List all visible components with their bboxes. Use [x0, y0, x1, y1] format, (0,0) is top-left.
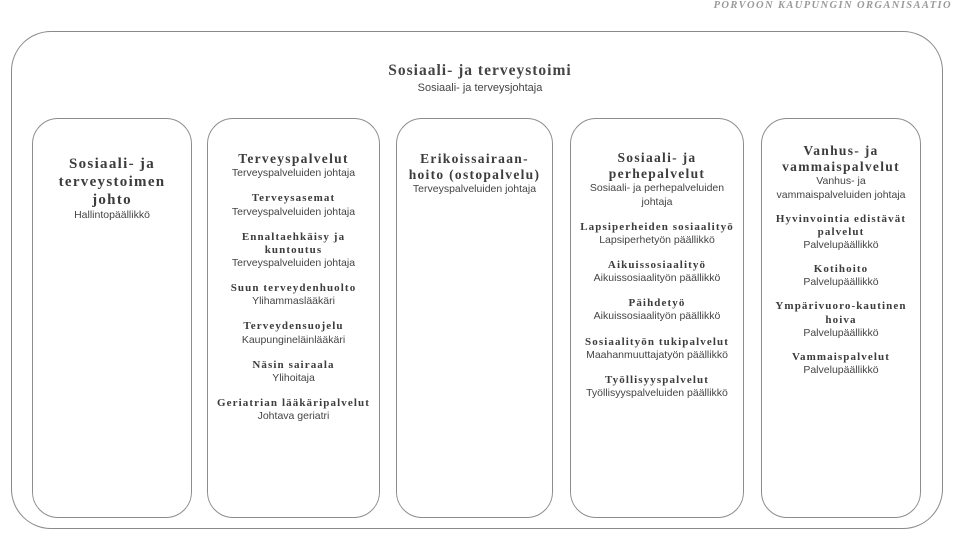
- unit-title: Lapsiperheiden sosiaalityö: [580, 220, 734, 233]
- unit-block: [214, 359, 373, 385]
- unit-block: [768, 143, 914, 202]
- unit-title: Ympärivuoro-kautinen hoiva: [775, 300, 907, 326]
- unit-role: Terveyspalveluiden johtaja: [231, 205, 356, 218]
- unit-title: Geriatrian lääkäripalvelut: [217, 397, 370, 410]
- unit-role: Aikuissosiaalityön päällikkö: [593, 272, 721, 285]
- unit-role: Työllisyyspalveluiden päällikkö: [586, 387, 728, 400]
- unit-title: Terveydensuojelu: [243, 320, 344, 333]
- unit-role: Ylihammaslääkäri: [252, 295, 335, 308]
- unit-title: Sosiaali- ja perhepalvelut: [608, 150, 706, 182]
- unit-title: Suun terveydenhuolto: [230, 282, 357, 295]
- unit-block: [577, 336, 737, 362]
- unit-role: Maahanmuuttajatyön päällikkö: [586, 348, 728, 361]
- unit-role: Terveyspalveluiden johtaja: [412, 183, 537, 196]
- unit-role: Johtava geriatri: [257, 410, 330, 423]
- unit-role: Palvelupäällikkö: [803, 364, 879, 377]
- unit-title: Päihdetyö: [628, 297, 686, 310]
- unit-block: [214, 151, 373, 180]
- unit-title: Erikoissairaan-hoito (ostopalvelu): [408, 151, 541, 183]
- unit-title: Vammaispalvelut: [792, 350, 890, 363]
- top-node-subtitle: Sosiaali- ja terveysjohtaja: [417, 82, 543, 94]
- unit-role: Kaupungineläinlääkäri: [241, 333, 346, 346]
- unit-block: [39, 155, 185, 222]
- unit-role: Palvelupäällikkö: [803, 239, 879, 251]
- unit-block: [768, 351, 914, 377]
- unit-box-health-services: [207, 118, 380, 518]
- unit-role: Sosiaali- ja perhepalveluiden johtaja: [589, 182, 725, 208]
- unit-title: Sosiaali- ja terveystoimen johto: [58, 156, 166, 208]
- unit-box-social-family: [570, 118, 744, 518]
- unit-block: [577, 259, 737, 285]
- unit-block: [214, 320, 373, 346]
- unit-role: Lapsiperhetyön päällikkö: [599, 233, 715, 246]
- unit-block: [214, 397, 373, 423]
- unit-role: Aikuissosiaalityön päällikkö: [593, 310, 721, 323]
- unit-title: Kotihoito: [813, 263, 869, 276]
- unit-block: [577, 374, 737, 400]
- unit-box-administration: [32, 118, 192, 518]
- top-node: [0, 62, 960, 94]
- unit-title: Aikuissosiaalityö: [607, 258, 707, 271]
- unit-title: Ennaltaehkäisy ja kuntoutus: [241, 230, 346, 256]
- unit-box-elderly-disability: [761, 118, 921, 518]
- unit-title: Sosiaalityön tukipalvelut: [585, 335, 729, 348]
- unit-block: [577, 221, 737, 247]
- unit-title: Terveysasemat: [251, 192, 336, 205]
- top-node-title: Sosiaali- ja terveystoimi: [388, 62, 572, 79]
- unit-block: [768, 300, 914, 340]
- unit-block: [577, 297, 737, 323]
- unit-block: [768, 213, 914, 253]
- unit-block: [214, 192, 373, 218]
- unit-title: Näsin sairaala: [252, 358, 335, 371]
- organization-header: PORVOON KAUPUNGIN ORGANISAATIO: [713, 0, 952, 11]
- unit-role: Palvelupäällikkö: [803, 326, 879, 339]
- unit-role: Vanhus- ja vammaispalveluiden johtaja: [776, 175, 906, 201]
- unit-title: Työllisyyspalvelut: [605, 373, 709, 386]
- unit-block: [577, 150, 737, 209]
- unit-role: Terveyspalveluiden johtaja: [231, 167, 356, 180]
- unit-role: Hallintopäällikkö: [74, 209, 150, 221]
- unit-title: Terveyspalvelut: [238, 151, 349, 166]
- unit-block: [768, 263, 914, 289]
- unit-role: Ylihoitaja: [272, 371, 315, 384]
- unit-block: [403, 151, 546, 197]
- unit-block: [214, 231, 373, 271]
- unit-title: Vanhus- ja vammaispalvelut: [782, 143, 900, 175]
- unit-box-specialist-care: [396, 118, 553, 518]
- unit-role: Terveyspalveluiden johtaja: [231, 257, 356, 269]
- unit-block: [214, 282, 373, 308]
- unit-role: Palvelupäällikkö: [803, 276, 879, 289]
- unit-title: Hyvinvointia edistävät palvelut: [775, 212, 907, 238]
